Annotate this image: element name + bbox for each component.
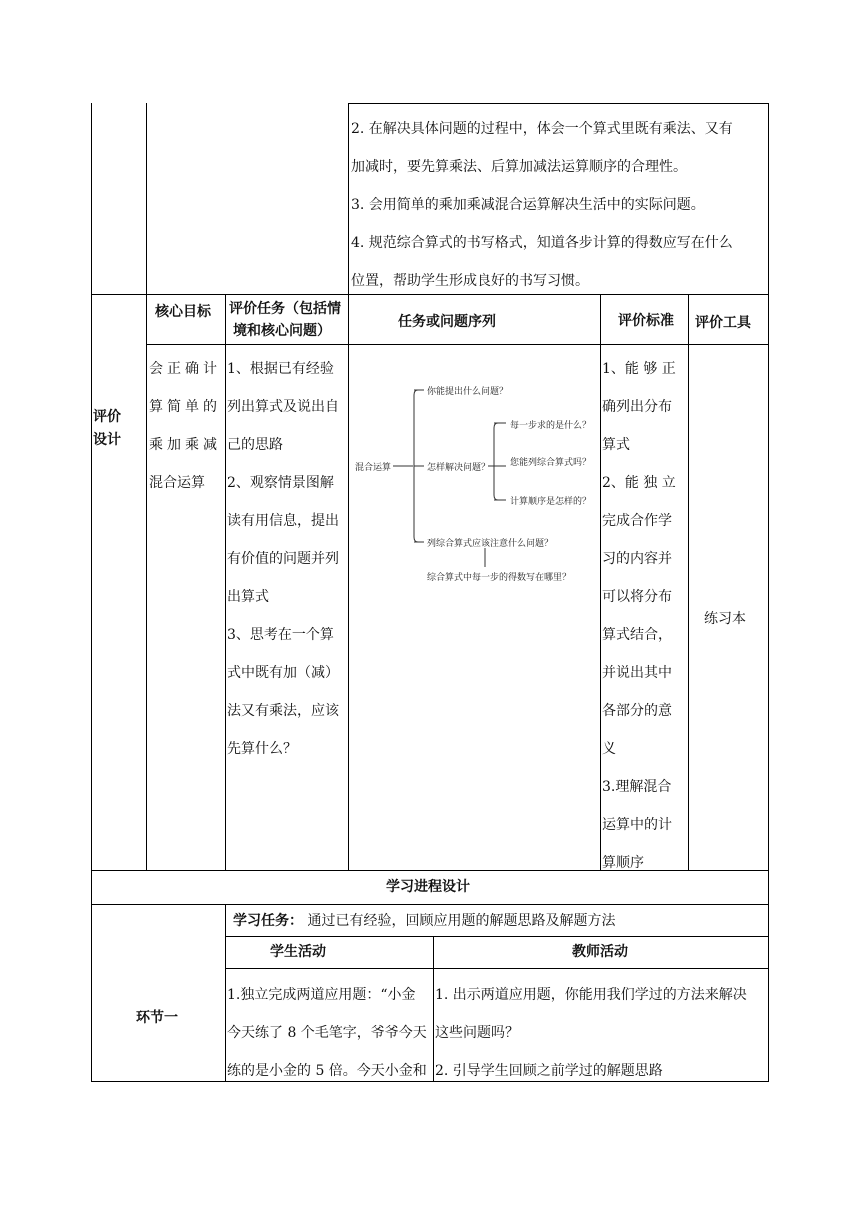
objective-line-2a: 2. 在解决具体问题的过程中，体会一个算式里既有乘法、又有 <box>351 121 733 137</box>
objective-line-3: 3. 会用简单的乘加乘减混合运算解决生活中的实际问题。 <box>351 197 705 213</box>
mindmap-q2c: 计算顺序是怎样的？ <box>510 497 592 507</box>
teacher-activity-header: 教师活动 <box>572 944 628 960</box>
mindmap-q3a: 综合算式中每一步的得数写在哪里？ <box>427 573 572 583</box>
mindmap-q3: 列综合算式应该注意什么问题？ <box>427 539 554 549</box>
header-sequence: 任务或问题序列 <box>398 314 496 330</box>
section-label-eval-1: 评价 <box>93 409 121 425</box>
objective-line-2b: 加减时，要先算乘法、后算加减法运算顺序的合理性。 <box>351 159 687 175</box>
student-activity-header: 学生活动 <box>270 944 326 960</box>
mindmap-q2: 怎样解决问题？ <box>427 463 491 473</box>
mindmap-q2b: 您能列综合算式吗？ <box>510 458 592 468</box>
header-core-goal: 核心目标 <box>155 304 211 320</box>
header-tool: 评价工具 <box>695 315 751 331</box>
task-label: 学习任务： <box>233 913 303 929</box>
core-goal-text: 会正确计 算简单的 乘加乘减 混合运算 <box>149 361 221 491</box>
header-task-1: 评价任务（包括情 <box>229 301 341 317</box>
header-standard: 评价标准 <box>618 313 674 329</box>
progress-title: 学习进程设计 <box>386 879 470 895</box>
student-activity-text: 1.独立完成两道应用题：“小金 今天练了 8 个毛笔字，爷爷今天 练的是小金的 5 倍。今天小金和 <box>227 987 427 1079</box>
tool-text: 练习本 <box>704 611 746 627</box>
objective-line-4b: 位置，帮助学生形成良好的书写习惯。 <box>351 273 589 289</box>
mindmap-root: 混合运算 <box>355 463 392 473</box>
section-label-eval-2: 设计 <box>93 432 121 448</box>
mindmap-q1: 你能提出什么问题？ <box>427 387 509 397</box>
task-description: 通过已有经验，回顾应用题的解题思路及解题方法 <box>303 913 616 929</box>
task-text: 1、根据已有经验 列出算式及说出自 己的思路 2、观察情景图解 读有用信息，提出 有价值的问题并列 出算式 3、思考在一个算 式中既有加（减） 法又有乘法，应该 先算什么？ <box>227 361 339 757</box>
header-task-2: 境和核心问题） <box>233 323 331 339</box>
objective-line-4a: 4. 规范综合算式的书写格式，知道各步计算的得数应写在什么 <box>351 235 733 251</box>
standard-text: 1、能 够 正 确列出分布 算式 2、能 独 立 完成合作学 习的内容并 可以将分布 算式结合， 并说出其中 各部分的意 义 3.理解混合 运算中的计 算顺序 <box>602 361 676 871</box>
stage-label: 环节一 <box>136 1010 178 1026</box>
teacher-activity-text: 1. 出示两道应用题，你能用我们学过的方法来解决 这些问题吗？ 2. 引导学生回顾之前学过的解题思路 <box>435 987 747 1079</box>
mindmap-q2a: 每一步求的是什么？ <box>510 421 592 431</box>
